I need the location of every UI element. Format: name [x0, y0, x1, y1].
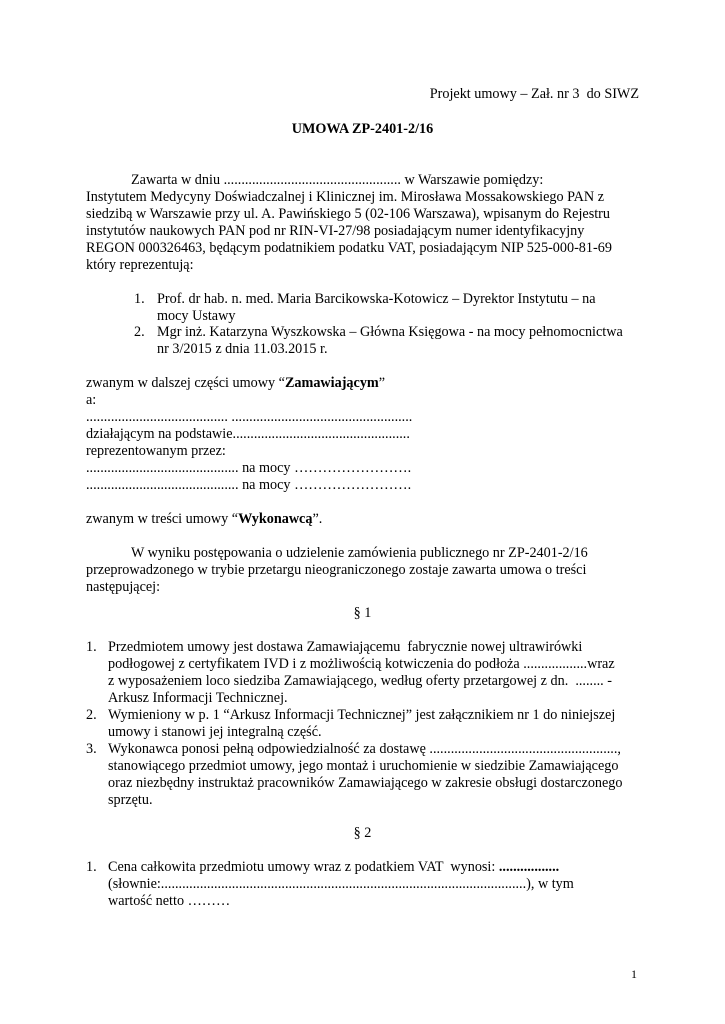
list-number: 2. [134, 324, 145, 340]
list-item: (słownie:.......................................................................................................), w tym [108, 876, 574, 892]
section-1-heading: § 1 [353, 605, 372, 621]
list-item: z wyposażeniem loco siedziba Zamawiającego, według oferty przetargowej z dn. ........ - [108, 673, 612, 689]
list-item: oraz niezbędny instruktaż pracowników Zamawiającego w zakresie obsługi dostarczonego [108, 775, 623, 791]
section-2-heading: § 2 [353, 825, 372, 841]
list-number: 3. [86, 741, 97, 757]
list-number: 1. [134, 291, 145, 307]
document-page: Projekt umowy – Zał. nr 3 do SIWZ UMOWA ZP-2401-2/16 Zawarta w dniu .................................................. w Warszawie pomiędzy: Instytutem Medycyny Doświadczalnej i Klinicznej im. Mirosława Mossakowskiego PAN z siedzibą w Warszawie przy ul. A. Pawińskiego 5 (02-106 Warszawa), wpisanym do Rejestru instytutów naukowych PAN pod nr RIN-VI-27/98 posiadającym numer identyfikacyjny REGON 000326463, będącym podatnikiem podatku VAT, posiadającym NIP 525-000-81-69 który reprezentują: 1. Prof. dr hab. n. med. Maria Barcikowska-Kotowicz – Dyrektor Instytutu – na mocy Ustawy 2. Mgr inż. Katarzyna Wyszkowska – Główna Księgowa - na mocy pełnomocnictwa nr 3/2015 z dnia 11.03.2015 r. zwanym w dalszej części umowy “Zamawiającym” a: ........................................ ................................................... działającym na podstawie.................................................. reprezentowanym przez: ........................................... na mocy ……………………. ........................................... na mocy ……………………. zwanym w treści umowy “Wykonawcą”. W wyniku postępowania o udzielenie zamówienia publicznego nr ZP-2401-2/16 przeprowadzonego w trybie przetargu nieograniczonego zostaje zawarta umowa o treści następującej: § 1 1. Przedmiotem umowy jest dostawa Zamawiającemu fabrycznie nowej ultrawirówki podłogowej z certyfikatem IVD i z możliwością kotwiczenia do podłoża ..................wraz z wyposażeniem loco siedziba Zamawiającego, według oferty przetargowej z dn. ........ - Arkusz Informacji Technicznej. 2. Wymieniony w p. 1 “Arkusz Informacji Technicznej” jest załącznikiem nr 1 do niniejszej umowy i stanowi jej integralną część. 3. Wykonawca ponosi pełną odpowiedzialność za dostawę ....................................................., stanowiącego przedmiot umowy, jego montaż i uruchomienie w siedzibie Zamawiającego oraz niezbędny instruktaż pracowników Zamawiającego w zakresie obsługi dostarczonego sprzętu. § 2 1. Cena całkowita przedmiotu umowy wraz z podatkiem VAT wynosi: ................. (słownie:.......................................................................................................), w tym wartość netto ……… 1 [0, 0, 725, 1024]
list-item: nr 3/2015 z dnia 11.03.2015 r. [157, 341, 328, 357]
page-number: 1 [631, 967, 637, 981]
list-number: 2. [86, 707, 97, 723]
list-item: stanowiącego przedmiot umowy, jego montaż i uruchomienie w siedzibie Zamawiającego [108, 758, 619, 774]
list-item: Wykonawca ponosi pełną odpowiedzialność za dostawę ....................................................., [108, 741, 621, 757]
list-item: Wymieniony w p. 1 “Arkusz Informacji Technicznej” jest załącznikiem nr 1 do niniejszej [108, 707, 616, 723]
list-item: wartość netto ……… [108, 893, 231, 909]
list-item: Przedmiotem umowy jest dostawa Zamawiającemu fabrycznie nowej ultrawirówki [108, 639, 583, 655]
list-item: podłogowej z certyfikatem IVD i z możliwością kotwiczenia do podłoża ..................wraz [108, 656, 615, 672]
list-item: umowy i stanowi jej integralną część. [108, 724, 322, 740]
document-title: UMOWA ZP-2401-2/16 [291, 121, 434, 137]
list-item: Prof. dr hab. n. med. Maria Barcikowska-Kotowicz – Dyrektor Instytutu – na [157, 291, 596, 307]
list-item: Arkusz Informacji Technicznej. [108, 690, 288, 706]
project-note: Projekt umowy – Zał. nr 3 do SIWZ [429, 86, 639, 102]
list-item: mocy Ustawy [157, 308, 236, 324]
list-item: Mgr inż. Katarzyna Wyszkowska – Główna Księgowa - na mocy pełnomocnictwa [157, 324, 623, 340]
list-number: 1. [86, 639, 97, 655]
list-item: sprzętu. [108, 792, 153, 808]
list-number: 1. [86, 859, 97, 875]
list-item: Cena całkowita przedmiotu umowy wraz z podatkiem VAT wynosi: ................. [108, 859, 560, 875]
